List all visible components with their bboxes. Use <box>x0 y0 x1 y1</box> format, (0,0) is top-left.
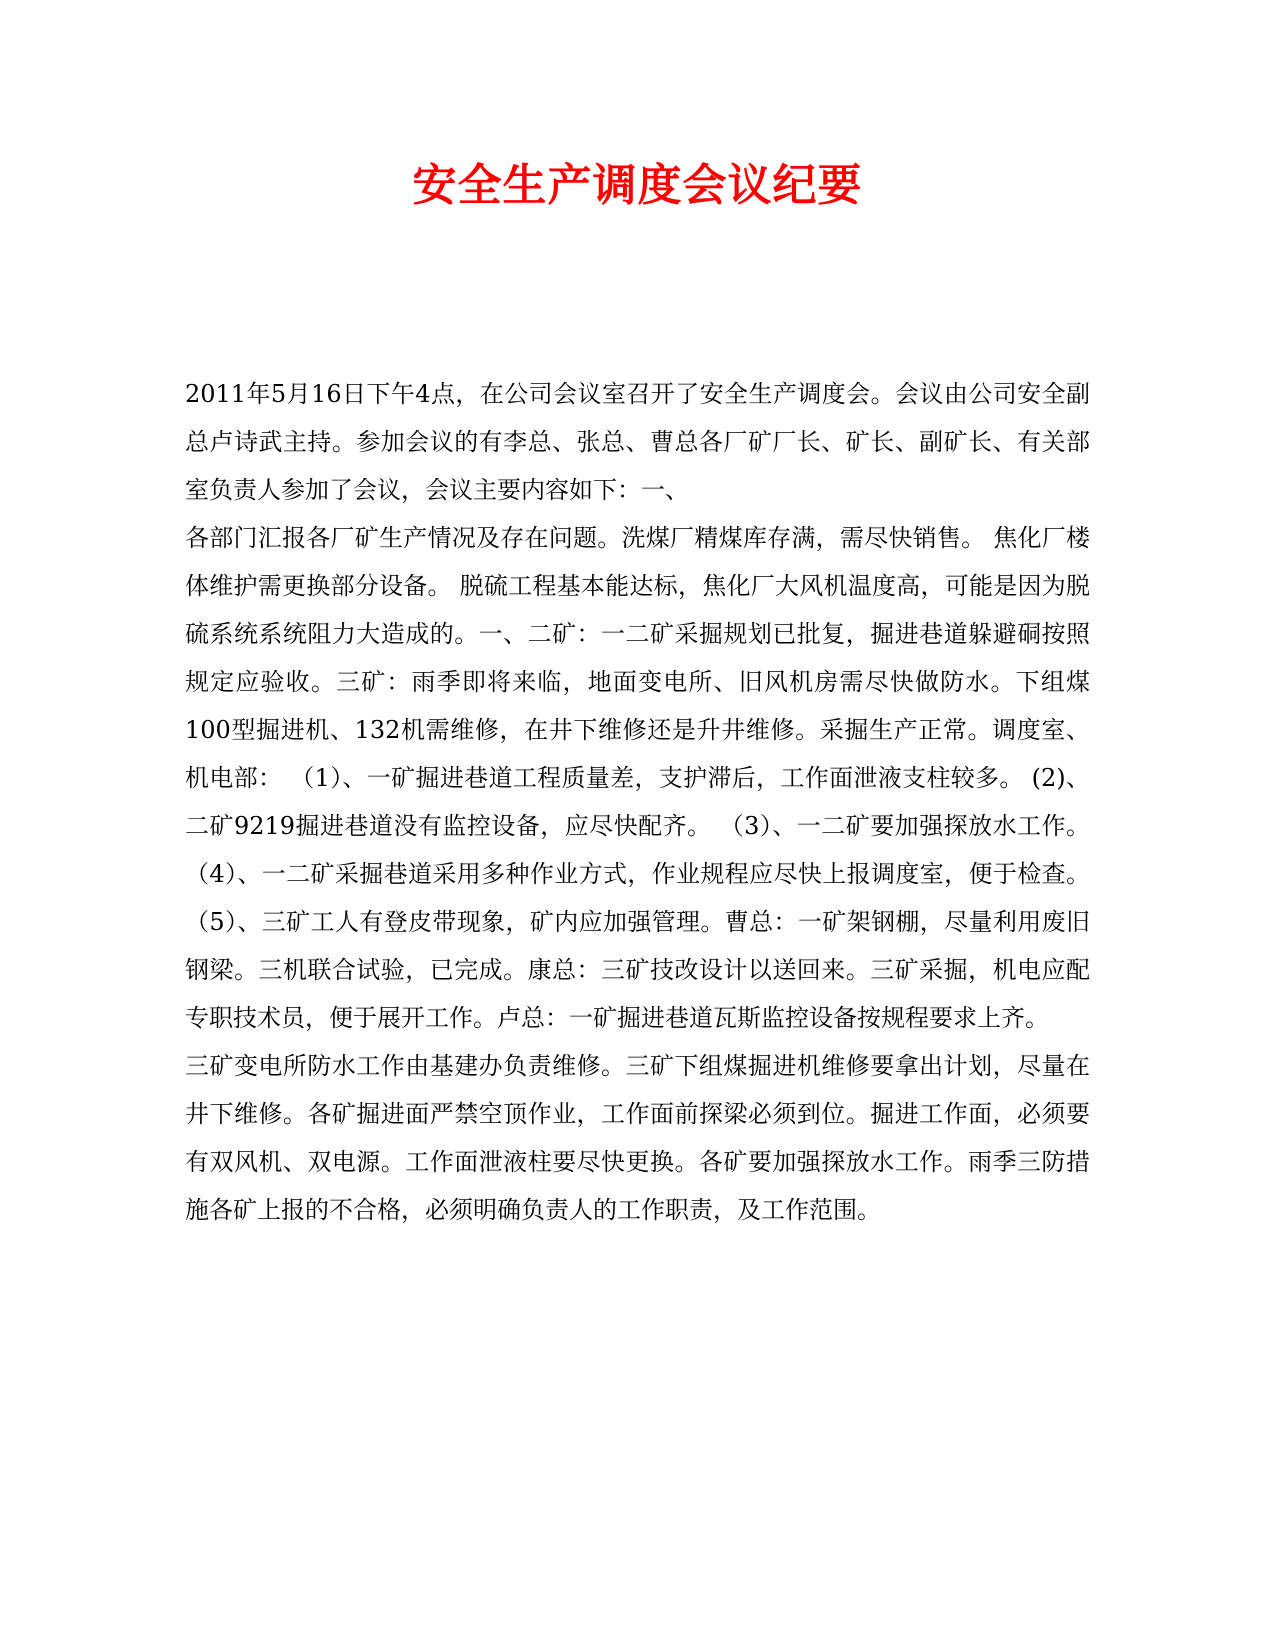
paragraph-decisions: 三矿变电所防水工作由基建办负责维修。三矿下组煤掘进机维修要拿出计划，尽量在井下维修。各矿掘进面严禁空顶作业，工作面前探梁必须到位。掘进工作面，必须要有双风机、双电源。工作面泄液柱要尽快更换。各矿要加强探放水工作。雨季三防措施各矿上报的不合格，必须明确负责人的工作职责，及工作范围。 <box>185 1052 1090 1224</box>
paragraph-intro: 2011年5月16日下午4点，在公司会议室召开了安全生产调度会。会议由公司安全副总卢诗武主持。参加会议的有李总、张总、曹总各厂矿厂长、矿长、副矿长、有关部室负责人参加了会议，会议主要内容如下：一、 <box>185 380 1090 504</box>
document-body <box>185 370 1090 1234</box>
document-title: 安全生产调度会议纪要 <box>412 160 863 211</box>
paragraph-reports: 各部门汇报各厂矿生产情况及存在问题。洗煤厂精煤库存满，需尽快销售。 焦化厂楼体维护需更换部分设备。 脱硫工程基本能达标，焦化厂大风机温度高，可能是因为脱硫系统系统阻力大造成的。一、二矿：一二矿采掘规划已批复，掘进巷道躲避硐按照规定应验收。三矿：雨季即将来临，地面变电所、旧风机房需尽快做防水。下组煤100型掘进机、132机需维修，在井下维修还是升井维修。采掘生产正常。调度室、机电部： （1）、一矿掘进巷道工程质量差，支护滞后，工作面泄液支柱较多。 (2)、二矿9219掘进巷道没有监控设备，应尽快配齐。 （3）、一二矿要加强探放水工作。（4）、一二矿采掘巷道采用多种作业方式，作业规程应尽快上报调度室，便于检查。（5）、三矿工人有登皮带现象，矿内应加强管理。曹总：一矿架钢棚，尽量利用废旧钢梁。三机联合试验，已完成。康总：三矿技改设计以送回来。三矿采掘，机电应配专职技术员，便于展开工作。卢总：一矿掘进巷道瓦斯监控设备按规程要求上齐。 <box>185 524 1090 1032</box>
